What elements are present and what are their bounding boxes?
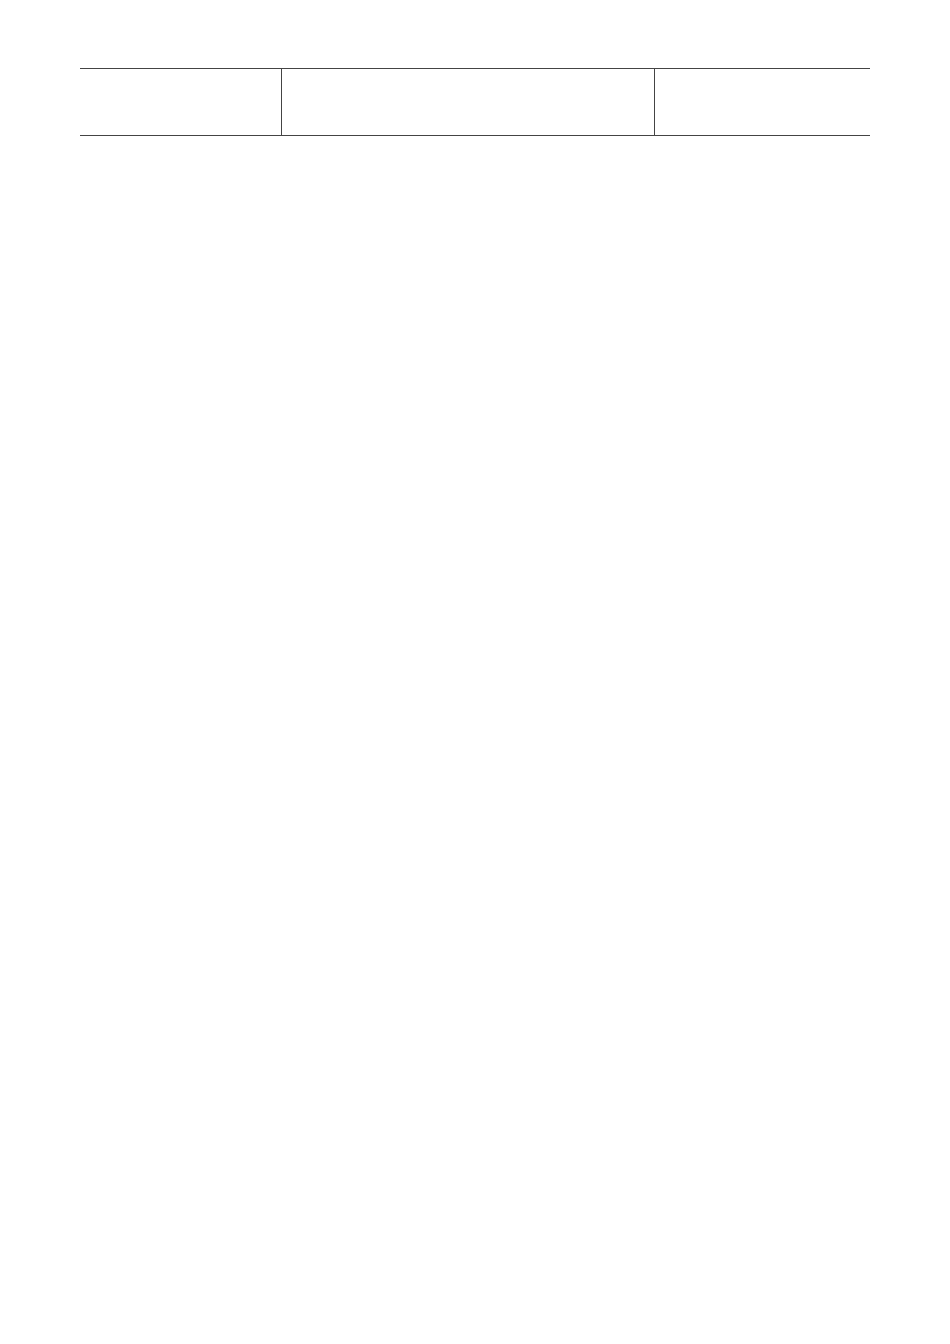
page-header <box>80 68 870 136</box>
header-motto <box>282 69 655 135</box>
header-page-info <box>655 69 870 135</box>
header-meta <box>80 69 282 135</box>
